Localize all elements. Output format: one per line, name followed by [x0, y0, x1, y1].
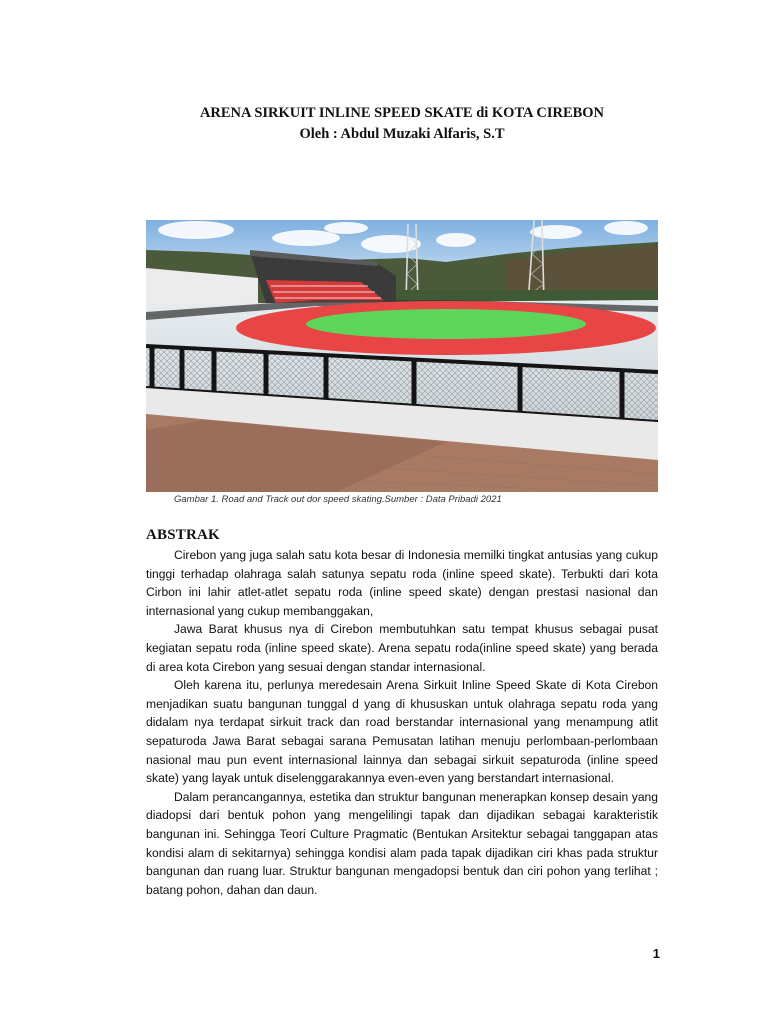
stadium-render-image: [146, 220, 658, 492]
document-author: Oleh : Abdul Muzaki Alfaris, S.T: [299, 126, 505, 142]
abstract-paragraph: Cirebon yang juga salah satu kota besar di Indonesia memilki tingkat antusias yang cukup tinggi terhadap olahraga salah satunya sepatu roda (inline speed skate). Terbukti dari kota Cirbon ini lahir atlet-atlet sepatu roda (inline speed skate) dengan prestasi nasional dan internasional yang cukup membanggakan,: [146, 548, 658, 618]
abstract-body: [146, 546, 658, 899]
abstract-paragraph: Dalam perancangannya, estetika dan struktur bangunan menerapkan konsep desain yang diadopsi dari bentuk pohon yang mengelilingi tapak dan dijadikan sebagai karakteristik bangunan ini. Sehingga Teori Culture Pragmatic (Bentukan Arsitektur sebagai tanggapan atas kondisi alam di sekitarnya) sehingga kondisi alam pada tapak dijadikan ciri khas pada struktur bangunan dan ruang luar. Struktur bangunan mengadopsi bentuk dan ciri pohon yang terlihat ; batang pohon, dahan dan daun.: [146, 789, 658, 897]
document-title: ARENA SIRKUIT INLINE SPEED SKATE di KOTA CIREBON: [199, 105, 605, 121]
abstract-paragraph: Oleh karena itu, perlunya meredesain Arena Sirkuit Inline Speed Skate di Kota Cirebon menjadikan suatu bangunan tunggal d yang di khususkan untuk olahraga sepatu roda yang didalam nya terdapat sirkuit track dan road berstandar internasional yang menampung atlit sepaturoda Jawa Barat sebagai sarana Pemusatan latihan menuju perlombaan-perlombaan nasional mau pun event internasional lainnya dan sebagai sirkuit sepaturoda (inline speed skate) yang layak untuk diselenggarakannya even-even yang berstandart internasional.: [146, 678, 658, 786]
page-number: 1: [652, 946, 660, 961]
section-heading: ABSTRAK: [146, 527, 220, 543]
figure-caption: Gambar 1. Road and Track out dor speed skating.Sumber : Data Pribadi 2021: [174, 494, 502, 505]
title-block: [146, 104, 658, 143]
abstract-paragraph: Jawa Barat khusus nya di Cirebon membutuhkan satu tempat khusus sebagai pusat kegiatan sepatu roda (inline speed skate). Arena sepatu roda(inline speed skate) yang berada di area kota Cirebon yang sesuai dengan standar internasional.: [146, 622, 658, 674]
